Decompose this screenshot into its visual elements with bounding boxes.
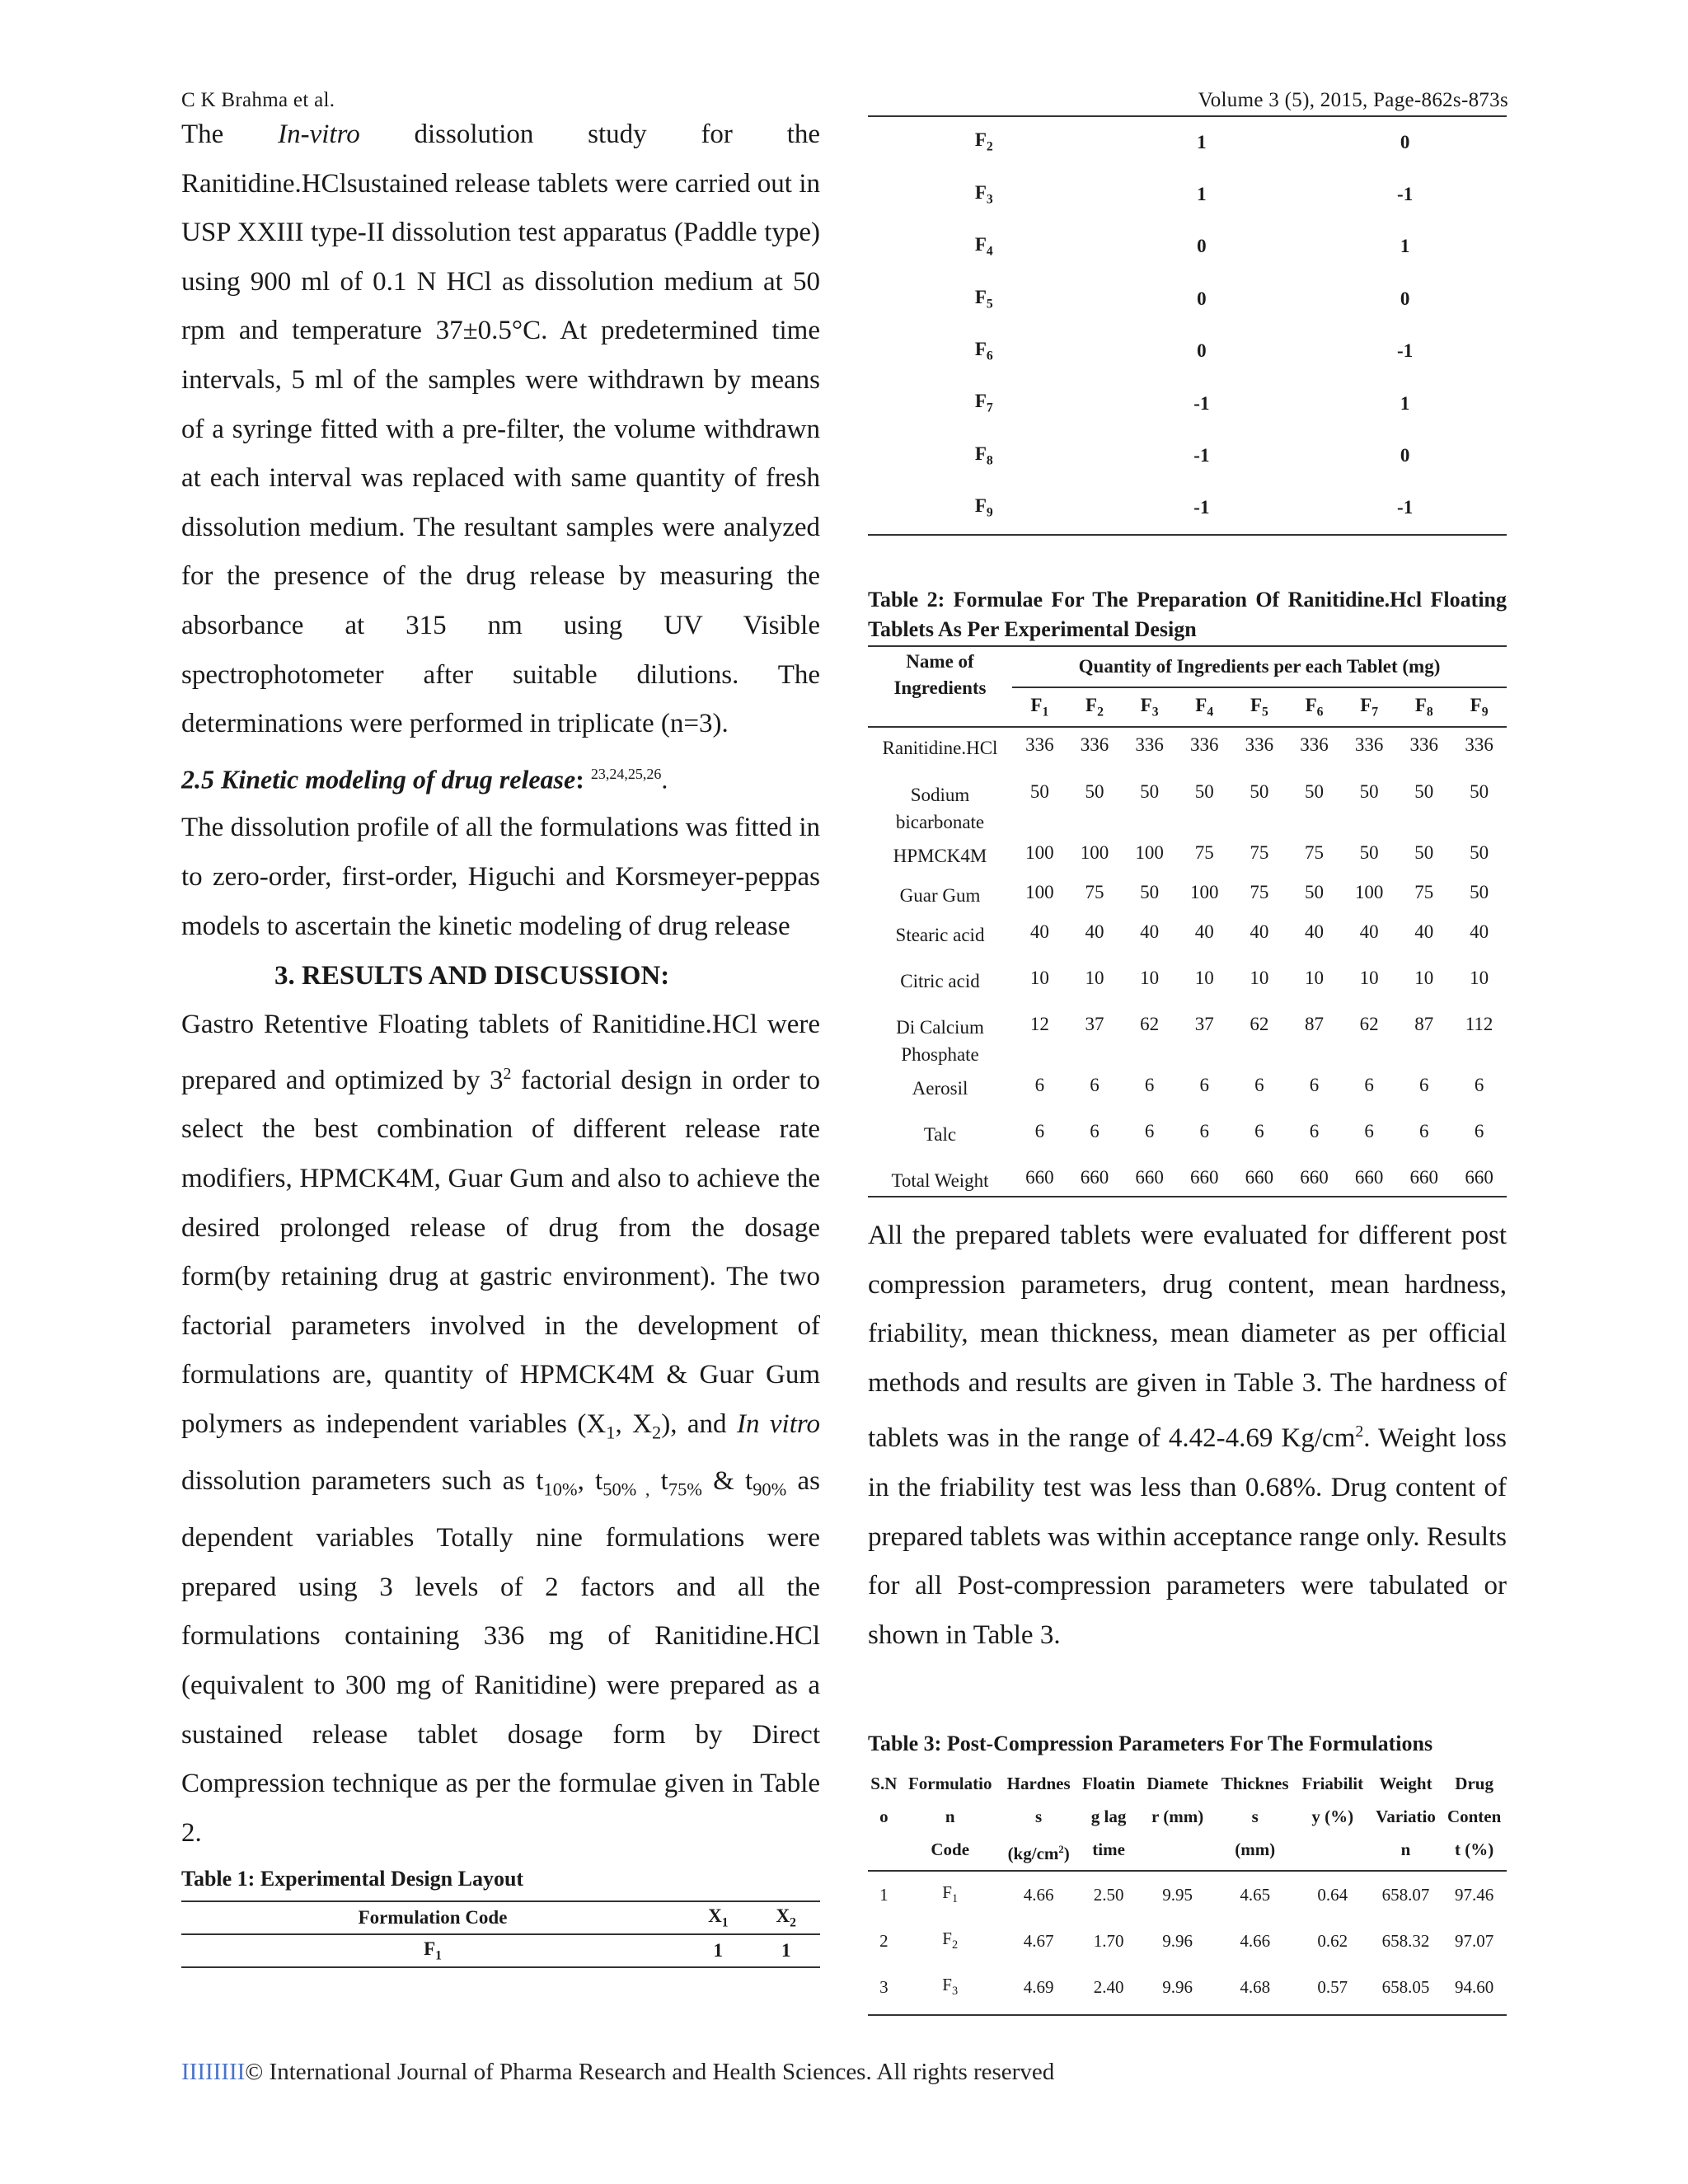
- table2-ingredient-name: Guar Gum: [899, 885, 981, 906]
- paragraph-dissolution: The In-vitro dissolution study for the Ranitidine.HClsustained release tablets were carried out in USP XXIII type-II dissolution test apparatus (Paddle type) using 900 ml of 0.1 N HCl as dissolution medium at 50 rpm and temperature 37±0.5°C. At predetermined time intervals, 5 ml of the samples were withdrawn by means of a syringe fitted with a pre-filter, the volume withdrawn at each interval was replaced with same quantity of fresh dissolution medium. The resultant samples were analyzed for the presence of the drug release by measuring the absorbance at 315 nm using UV Visible spectrophotometer after suitable dilutions. The determinations were performed in triplicate (n=3).: [181, 120, 821, 739]
- table2-value-cell: 37: [1085, 1014, 1104, 1034]
- table2-value-cell: 62: [1140, 1014, 1160, 1034]
- table2-value-cell: 75: [1250, 882, 1269, 902]
- table2-value-cell: 75: [1305, 842, 1325, 863]
- table2-value-cell: 6: [1144, 1121, 1155, 1141]
- table2-col-header: $F_1$: [1030, 694, 1049, 719]
- table1-code-cell: $F_8$: [974, 443, 993, 468]
- paragraph-post-compression: All the prepared tablets were evaluated for different post compression parameters, drug content, mean hardness, friability, mean thickness, mean diameter as per official methods and results are given in Table 3. The hardness of tablets was in the range of 4.42-4.69 $Kg/cm^2$. Weight loss in the friability test was less than 0.68%. Drug content of prepared tablets was within acceptance range only. Results for all Post-compression parameters were tabulated or shown in Table 3.: [868, 1221, 1507, 1650]
- table2-value-cell: 100: [1025, 882, 1054, 902]
- table2-value-cell: 10: [1140, 968, 1160, 988]
- table2-value-cell: 40: [1250, 921, 1269, 942]
- table2-value-cell: 40: [1359, 921, 1379, 942]
- table2-value-cell: 10: [1470, 968, 1489, 988]
- section-2-5-heading: 2.5 Kinetic modeling of drug release: $^{23,24,25,26}$.: [181, 764, 668, 794]
- table3-value-cell: 4.66: [1240, 1930, 1271, 1951]
- table1-x2-cell: -1: [1303, 482, 1507, 535]
- table3-sno-cell: 3: [879, 1976, 889, 1997]
- table-row: [868, 961, 1507, 1007]
- table2-value-cell: 50: [1140, 781, 1160, 802]
- table2-value-cell: 37: [1194, 1014, 1214, 1034]
- table-row: [868, 273, 1507, 325]
- table-row: [868, 875, 1507, 915]
- table2-ingredient-name: Citric acid: [900, 971, 980, 991]
- table2-value-cell: 6: [1309, 1121, 1320, 1141]
- table2-value-cell: 6: [1364, 1075, 1374, 1095]
- table2-value-cell: 40: [1305, 921, 1325, 942]
- table3-col-header: Friabilit y (%): [1301, 1774, 1364, 1826]
- table2-value-cell: 660: [1080, 1167, 1109, 1188]
- table3-value-cell: 9.95: [1162, 1884, 1193, 1905]
- right-column-text: [868, 1212, 1507, 1660]
- table-row: [181, 1934, 820, 1967]
- table2-ingredient-name: Ranitidine.HCl: [882, 738, 998, 758]
- table3-bottom-rule: [868, 2014, 1507, 2016]
- table1-x2-cell: 0: [1400, 131, 1410, 152]
- table1-code-cell: $F_2$: [974, 129, 993, 154]
- table2-value-cell: 336: [1080, 734, 1109, 755]
- table2-value-cell: 40: [1029, 921, 1049, 942]
- table1-continued: [868, 116, 1507, 536]
- table1-x2-cell: 1: [1400, 236, 1410, 257]
- table2-value-cell: 10: [1085, 968, 1104, 988]
- table-row: [868, 727, 1507, 775]
- paragraph-kinetic: The dissolution profile of all the formulations was fitted in to zero-order, first-order, Higuchi and Korsmeyer-peppas models to ascertain the kinetic modeling of drug release: [181, 813, 820, 941]
- table2-value-cell: 50: [1140, 882, 1160, 902]
- table3-value-cell: 9.96: [1162, 1930, 1193, 1951]
- table3-value-cell: 2.40: [1093, 1976, 1124, 1997]
- table1-x1-cell: -1: [1100, 482, 1304, 535]
- table2-value-cell: 50: [1470, 781, 1489, 802]
- table3-value-cell: 0.64: [1317, 1884, 1348, 1905]
- table2-value-cell: 50: [1414, 781, 1434, 802]
- table2-value-cell: 50: [1085, 781, 1104, 802]
- table2-value-cell: 75: [1085, 882, 1104, 902]
- table2-ingredient-name: Aerosil: [912, 1078, 968, 1099]
- table2-value-cell: 62: [1250, 1014, 1269, 1034]
- table-row: [868, 221, 1507, 273]
- running-header-authors: C K Brahma et al.: [181, 89, 335, 111]
- table2-value-cell: 6: [1034, 1075, 1045, 1095]
- table2-value-cell: 6: [1419, 1121, 1429, 1141]
- table3-value-cell: 4.65: [1240, 1884, 1271, 1905]
- table2-value-cell: 50: [1250, 781, 1269, 802]
- table2-value-cell: 12: [1029, 1014, 1049, 1034]
- table2-value-cell: 6: [1034, 1121, 1045, 1141]
- table2-value-cell: 40: [1194, 921, 1214, 942]
- table2-value-cell: 6: [1090, 1075, 1100, 1095]
- table1-code-cell: $F_1$: [424, 1938, 442, 1963]
- table3-value-cell: 94.60: [1455, 1976, 1494, 1997]
- table1-x1-cell: 0: [1197, 340, 1207, 362]
- table1-code-cell: $F_9$: [868, 482, 1100, 535]
- table1-x1-cell: 0: [1197, 288, 1207, 309]
- running-header-volume: Volume 3 (5), 2015, Page-862s-873s: [1198, 89, 1508, 111]
- table-row: [868, 1160, 1507, 1197]
- table3-code-cell: $F_2$: [942, 1929, 959, 1952]
- table3-col-header: Diamete r (mm): [1146, 1774, 1208, 1826]
- table2-value-cell: 660: [1025, 1167, 1054, 1188]
- table1-x1-cell: 1: [1197, 131, 1207, 152]
- table2-value-cell: 50: [1029, 781, 1049, 802]
- table2-value-cell: 100: [1135, 842, 1164, 863]
- table3-col-header: Thicknes s (mm): [1221, 1774, 1289, 1859]
- table2-value-cell: 75: [1250, 842, 1269, 863]
- table3-value-cell: 4.66: [1023, 1884, 1054, 1905]
- table3-value-cell: 97.46: [1455, 1884, 1494, 1905]
- table3-value-cell: 9.96: [1162, 1976, 1193, 1997]
- table-row: [868, 326, 1507, 377]
- table2-value-cell: 6: [1419, 1075, 1429, 1095]
- table2-value-cell: 6: [1254, 1075, 1264, 1095]
- table2-col-header: $F_6$: [1305, 694, 1324, 719]
- table2-value-cell: 50: [1470, 882, 1489, 902]
- table2-ingredient-name: Sodium bicarbonate: [895, 785, 985, 832]
- table2-value-cell: 100: [1080, 842, 1109, 863]
- table1-caption: Table 1: Experimental Design Layout: [181, 1867, 524, 1891]
- table1-code-cell: $F_3$: [974, 181, 993, 207]
- table3-sno-cell: 1: [879, 1884, 889, 1905]
- table1-x2-cell: 1: [1400, 392, 1410, 414]
- table3-value-cell: 4.67: [1023, 1930, 1054, 1951]
- table1-code-cell: $F_6$: [974, 338, 993, 363]
- table2-value-cell: 50: [1359, 781, 1379, 802]
- table2-value-cell: 87: [1305, 1014, 1325, 1034]
- table3-col-header: Formulatio n Code: [907, 1774, 992, 1859]
- table3-col-header: S.N o: [870, 1774, 898, 1826]
- table2-value-cell: 660: [1409, 1167, 1439, 1188]
- table3-value-cell: 658.32: [1381, 1930, 1430, 1951]
- table2-value-cell: 6: [1474, 1121, 1484, 1141]
- table2-value-cell: 336: [1354, 734, 1384, 755]
- table2-col-header: $F_4$: [1195, 694, 1214, 719]
- table2-value-cell: 6: [1474, 1075, 1484, 1095]
- table3-value-cell: 1.70: [1093, 1930, 1124, 1951]
- table-row: [868, 429, 1507, 481]
- table3-col-header: Weight Variatio n: [1376, 1774, 1436, 1859]
- table2-value-cell: 100: [1189, 882, 1219, 902]
- section-3-heading: 3. RESULTS AND DISCUSSION:: [274, 961, 670, 991]
- table2-value-cell: 50: [1305, 781, 1325, 802]
- table2-value-cell: 660: [1300, 1167, 1329, 1188]
- table1-x2-cell: 0: [1400, 288, 1410, 309]
- table1-code-cell: $F_5$: [974, 286, 993, 312]
- table2-value-cell: 40: [1085, 921, 1104, 942]
- table3-value-cell: 0.62: [1317, 1930, 1348, 1951]
- table-row: [868, 116, 1507, 168]
- table2-value-cell: 6: [1364, 1121, 1374, 1141]
- table-row: [868, 915, 1507, 961]
- table2-value-cell: 10: [1250, 968, 1269, 988]
- table1-code-cell: $F_7$: [974, 391, 993, 415]
- table1-x1-cell: 0: [1197, 236, 1207, 257]
- table2-value-cell: 6: [1254, 1121, 1264, 1141]
- table1-x1-cell: 1: [713, 1940, 724, 1961]
- table2-header-quantity: Quantity of Ingredients per each Tablet (mg): [1012, 646, 1507, 687]
- table2-value-cell: 6: [1309, 1075, 1320, 1095]
- left-column: [181, 110, 820, 1968]
- table3-caption: Table 3: Post-Compression Parameters For The Formulations: [868, 1732, 1433, 1755]
- table2-value-cell: 112: [1465, 1014, 1493, 1034]
- table-row: [868, 836, 1507, 875]
- table-row: [868, 1871, 1507, 1918]
- table2-value-cell: 50: [1470, 842, 1489, 863]
- table3-value-cell: 4.68: [1240, 1976, 1271, 1997]
- table3-value-cell: 97.07: [1455, 1930, 1494, 1951]
- table2-value-cell: 62: [1359, 1014, 1379, 1034]
- table2-col-header: $F_3$: [1140, 694, 1159, 719]
- table-row: [868, 775, 1507, 836]
- paragraph-results: Gastro Retentive Floating tablets of Ranitidine.HCl were prepared and optimized by $3^2$ factorial design in order to select the best combination of different release rate modifiers, HPMCK4M, Guar Gum and also to achieve the desired prolonged release of drug from the dosage form(by retaining drug at gastric environment). The two factorial parameters involved in the development of formulations are, quantity of HPMCK4M & Guar Gum polymers as independent variables ($X_1$, $X_2$), and In vitro dissolution parameters such as $t_{10\%}$, $t_{50\% ,}$ $t_{75\%}$ & $t_{90\%}$ as dependent variables Totally nine formulations were prepared using 3 levels of 2 factors and all the formulations containing 336 mg of Ranitidine.HCl (equivalent to 300 mg of Ranitidine) were prepared as a sustained release tablet dosage form by Direct Compression technique as per the formulae given in Table 2.: [181, 1010, 821, 1848]
- table2-value-cell: 40: [1470, 921, 1489, 942]
- table3: [868, 1767, 1507, 2010]
- table2-col-header: $F_5$: [1250, 694, 1268, 719]
- table-row: [868, 1007, 1507, 1068]
- table2-value-cell: 100: [1025, 842, 1054, 863]
- table2-value-cell: 6: [1199, 1075, 1209, 1095]
- table3-value-cell: 2.50: [1093, 1884, 1124, 1905]
- table2-value-cell: 10: [1305, 968, 1325, 988]
- table2-value-cell: 6: [1199, 1121, 1209, 1141]
- table2-header-name: Name of Ingredients: [893, 651, 987, 698]
- table2-ingredient-name: Stearic acid: [895, 925, 985, 945]
- footer-marks: IIIIIIII: [181, 2059, 246, 2085]
- table2-value-cell: 336: [1189, 734, 1219, 755]
- table-row: [868, 1068, 1507, 1114]
- table2-value-cell: 336: [1245, 734, 1274, 755]
- table3-code-cell: $F_3$: [942, 1975, 959, 1999]
- footer-copyright: IIIIIIII© International Journal of Pharma Research and Health Sciences. All rights reserved: [181, 2059, 1055, 2085]
- table2-value-cell: 660: [1135, 1167, 1164, 1188]
- table3-value-cell: 4.69: [1023, 1976, 1054, 1997]
- table2-ingredient-name: HPMCK4M: [893, 846, 987, 866]
- table1-header-x1: $X_1$: [708, 1905, 729, 1930]
- table2-value-cell: 10: [1359, 968, 1379, 988]
- table2-value-cell: 87: [1414, 1014, 1434, 1034]
- table2-value-cell: 100: [1354, 882, 1384, 902]
- table1-x1-cell: -1: [1193, 392, 1210, 414]
- table-row: [868, 1114, 1507, 1160]
- table1-x2-cell: -1: [1397, 184, 1414, 205]
- table2: [868, 645, 1507, 1197]
- table1-x2-cell: -1: [1397, 340, 1414, 362]
- table3-col-header: Drug Conten t (%): [1447, 1774, 1502, 1859]
- table2-caption: Table 2: Formulae For The Preparation Of Ranitidine.Hcl Floating Tablets As Per Experimental Design: [868, 588, 1507, 641]
- table2-ingredient-name: Di Calcium Phosphate: [896, 1017, 984, 1065]
- table3-sno-cell: 2: [879, 1930, 889, 1951]
- table1-header-x2: $X_2$: [776, 1905, 796, 1930]
- table2-value-cell: 75: [1414, 882, 1434, 902]
- table2-value-cell: 336: [1300, 734, 1329, 755]
- table2-value-cell: 10: [1414, 968, 1434, 988]
- table-row: [868, 1964, 1507, 2010]
- table-row: [868, 482, 1507, 535]
- table2-value-cell: 50: [1414, 842, 1434, 863]
- table1-header-row: [181, 1901, 820, 1934]
- table2-value-cell: 336: [1025, 734, 1054, 755]
- table2-value-cell: 40: [1414, 921, 1434, 942]
- table2-value-cell: 10: [1029, 968, 1049, 988]
- table1-x2-cell: 0: [1400, 445, 1410, 466]
- table2-value-cell: 660: [1465, 1167, 1493, 1188]
- table-row: [868, 377, 1507, 429]
- table2-ingredient-name: Total Weight: [891, 1170, 989, 1191]
- table1: [181, 1900, 820, 1968]
- table2-value-cell: 10: [1194, 968, 1214, 988]
- table2-col-header: $F_9$: [1470, 694, 1489, 719]
- table1-x1-cell: 1: [1197, 184, 1207, 205]
- table2-value-cell: 50: [1194, 781, 1214, 802]
- table2-value-cell: 336: [1409, 734, 1439, 755]
- table1-code-cell: $F_4$: [974, 234, 993, 259]
- table2-value-cell: 50: [1305, 882, 1325, 902]
- table3-value-cell: 658.05: [1381, 1976, 1430, 1997]
- table2-value-cell: 660: [1189, 1167, 1219, 1188]
- table3-value-cell: 0.57: [1317, 1976, 1348, 1997]
- table1-header-code: Formulation Code: [358, 1907, 508, 1929]
- table3-col-header: Hardnes s $(kg/cm^2)$: [1006, 1774, 1071, 1863]
- table2-value-cell: 336: [1135, 734, 1164, 755]
- table2-col-header: $F_8$: [1414, 694, 1433, 719]
- table2-value-cell: 40: [1140, 921, 1160, 942]
- table2-col-header: $F_2$: [1085, 694, 1104, 719]
- table-row: [868, 1918, 1507, 1964]
- table3-code-cell: $F_1$: [942, 1882, 959, 1906]
- table2-value-cell: 50: [1359, 842, 1379, 863]
- table2-value-cell: 660: [1245, 1167, 1274, 1188]
- table3-value-cell: 658.07: [1381, 1884, 1430, 1905]
- table1-x1-cell: -1: [1193, 445, 1210, 466]
- table1-x2-cell: 1: [781, 1940, 791, 1961]
- table2-value-cell: 660: [1354, 1167, 1384, 1188]
- table2-value-cell: 75: [1194, 842, 1214, 863]
- table2-col-header: $F_7$: [1360, 694, 1379, 719]
- table2-value-cell: 336: [1465, 734, 1493, 755]
- table-row: [868, 168, 1507, 220]
- table2-value-cell: 6: [1144, 1075, 1155, 1095]
- table2-ingredient-name: Talc: [923, 1124, 957, 1145]
- table2-value-cell: 6: [1090, 1121, 1100, 1141]
- table3-col-header: Floatin g lag time: [1082, 1774, 1136, 1859]
